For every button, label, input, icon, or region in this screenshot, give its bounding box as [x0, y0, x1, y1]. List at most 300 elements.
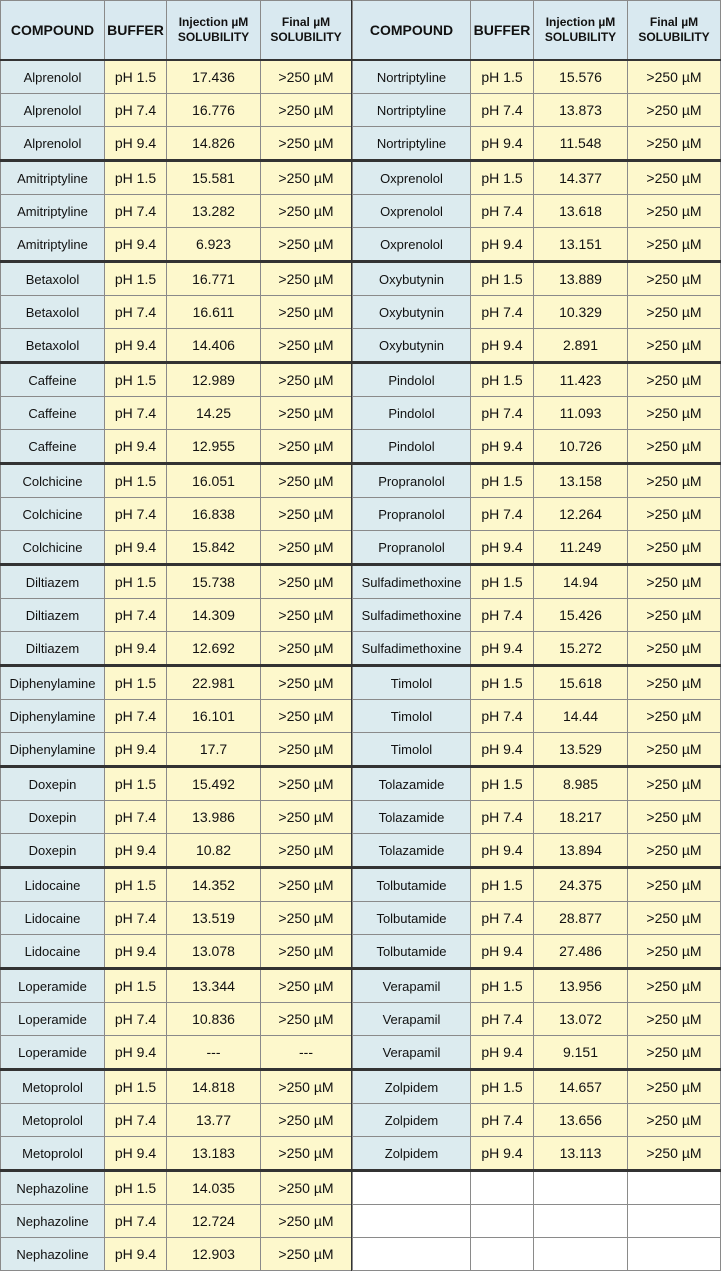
cell-buffer: pH 9.4 — [471, 632, 534, 666]
cell-final-solubility: >250 µM — [628, 767, 721, 801]
cell-buffer: pH 7.4 — [105, 195, 167, 228]
table-row — [353, 531, 721, 565]
cell-final-solubility: >250 µM — [628, 834, 721, 868]
cell-injection-solubility: 14.406 — [167, 329, 261, 363]
cell-compound: Betaxolol — [1, 329, 105, 363]
cell-final-solubility: >250 µM — [261, 531, 353, 565]
cell-buffer: pH 9.4 — [471, 733, 534, 767]
cell-final-solubility: >250 µM — [261, 1003, 353, 1036]
cell-buffer: pH 9.4 — [471, 531, 534, 565]
table-row — [353, 262, 721, 296]
table-row — [1, 262, 353, 296]
table-row — [1, 666, 353, 700]
cell-injection-solubility: 13.113 — [534, 1137, 628, 1171]
cell-injection-solubility: 14.818 — [167, 1070, 261, 1104]
cell-buffer: pH 9.4 — [105, 430, 167, 464]
table-row — [353, 1003, 721, 1036]
cell-compound: Oxprenolol — [353, 195, 471, 228]
cell-empty — [471, 1205, 534, 1238]
cell-final-solubility: >250 µM — [261, 1137, 353, 1171]
cell-final-solubility: >250 µM — [628, 161, 721, 195]
cell-compound: Diphenylamine — [1, 700, 105, 733]
table-row — [353, 599, 721, 632]
cell-injection-solubility: 15.618 — [534, 666, 628, 700]
cell-empty — [534, 1205, 628, 1238]
table-row — [353, 565, 721, 599]
cell-injection-solubility: 13.072 — [534, 1003, 628, 1036]
cell-buffer: pH 9.4 — [105, 329, 167, 363]
cell-injection-solubility: 16.051 — [167, 464, 261, 498]
cell-final-solubility: >250 µM — [628, 228, 721, 262]
cell-buffer: pH 7.4 — [471, 498, 534, 531]
table-row — [1, 1205, 353, 1238]
cell-compound: Caffeine — [1, 363, 105, 397]
cell-compound: Caffeine — [1, 430, 105, 464]
cell-final-solubility: >250 µM — [628, 700, 721, 733]
cell-injection-solubility: 13.183 — [167, 1137, 261, 1171]
cell-final-solubility: >250 µM — [628, 127, 721, 161]
cell-buffer: pH 7.4 — [471, 1104, 534, 1137]
cell-buffer: pH 7.4 — [105, 902, 167, 935]
table-row — [1, 228, 353, 262]
header-injection-line1: Injection µM — [545, 15, 616, 29]
table-row — [353, 60, 721, 94]
cell-compound: Amitriptyline — [1, 161, 105, 195]
cell-injection-solubility: 27.486 — [534, 935, 628, 969]
cell-injection-solubility: 16.611 — [167, 296, 261, 329]
header-buffer: BUFFER — [471, 1, 534, 61]
cell-compound: Alprenolol — [1, 94, 105, 127]
table-row — [1, 329, 353, 363]
table-row — [1, 1003, 353, 1036]
header-final-line2: SOLUBILITY — [270, 30, 342, 44]
table-row — [1, 464, 353, 498]
cell-final-solubility: --- — [261, 1036, 353, 1070]
cell-buffer: pH 1.5 — [471, 60, 534, 94]
cell-compound: Zolpidem — [353, 1137, 471, 1171]
table-row — [353, 195, 721, 228]
cell-final-solubility: >250 µM — [261, 228, 353, 262]
cell-buffer: pH 7.4 — [471, 195, 534, 228]
cell-injection-solubility: 13.344 — [167, 969, 261, 1003]
cell-buffer: pH 9.4 — [105, 733, 167, 767]
cell-final-solubility: >250 µM — [261, 498, 353, 531]
cell-injection-solubility: 13.889 — [534, 262, 628, 296]
cell-compound: Nephazoline — [1, 1205, 105, 1238]
cell-final-solubility: >250 µM — [628, 531, 721, 565]
cell-buffer: pH 9.4 — [471, 127, 534, 161]
cell-injection-solubility: 15.738 — [167, 565, 261, 599]
cell-injection-solubility: 15.842 — [167, 531, 261, 565]
cell-injection-solubility: 6.923 — [167, 228, 261, 262]
table-row — [353, 733, 721, 767]
cell-buffer: pH 9.4 — [471, 1036, 534, 1070]
cell-buffer: pH 9.4 — [105, 228, 167, 262]
cell-final-solubility: >250 µM — [261, 94, 353, 127]
cell-compound: Pindolol — [353, 363, 471, 397]
cell-empty — [471, 1238, 534, 1271]
cell-buffer: pH 1.5 — [105, 1070, 167, 1104]
cell-final-solubility: >250 µM — [628, 1036, 721, 1070]
cell-buffer: pH 1.5 — [471, 767, 534, 801]
cell-buffer: pH 7.4 — [471, 599, 534, 632]
cell-compound: Propranolol — [353, 464, 471, 498]
table-row — [353, 1137, 721, 1171]
table-row — [353, 1238, 721, 1271]
table-row — [353, 902, 721, 935]
cell-compound: Nephazoline — [1, 1171, 105, 1205]
header-injection-solubility — [534, 1, 628, 61]
cell-final-solubility: >250 µM — [261, 599, 353, 632]
cell-injection-solubility: 13.894 — [534, 834, 628, 868]
cell-buffer: pH 9.4 — [471, 430, 534, 464]
cell-empty — [628, 1205, 721, 1238]
cell-final-solubility: >250 µM — [261, 195, 353, 228]
cell-final-solubility: >250 µM — [628, 1003, 721, 1036]
cell-compound: Doxepin — [1, 801, 105, 834]
cell-buffer: pH 7.4 — [471, 94, 534, 127]
cell-final-solubility: >250 µM — [261, 902, 353, 935]
cell-buffer: pH 1.5 — [105, 161, 167, 195]
cell-final-solubility: >250 µM — [628, 565, 721, 599]
cell-buffer: pH 1.5 — [105, 464, 167, 498]
cell-final-solubility: >250 µM — [261, 464, 353, 498]
cell-injection-solubility: 12.724 — [167, 1205, 261, 1238]
cell-injection-solubility: 2.891 — [534, 329, 628, 363]
cell-buffer: pH 7.4 — [105, 397, 167, 430]
cell-final-solubility: >250 µM — [628, 632, 721, 666]
table-row — [353, 363, 721, 397]
cell-compound: Alprenolol — [1, 127, 105, 161]
cell-buffer: pH 9.4 — [105, 127, 167, 161]
table-row — [353, 228, 721, 262]
cell-compound: Doxepin — [1, 767, 105, 801]
header-compound: COMPOUND — [1, 1, 105, 61]
cell-injection-solubility: 10.82 — [167, 834, 261, 868]
cell-final-solubility: >250 µM — [628, 935, 721, 969]
cell-injection-solubility: 13.656 — [534, 1104, 628, 1137]
table-row — [353, 935, 721, 969]
cell-injection-solubility: 8.985 — [534, 767, 628, 801]
cell-buffer: pH 1.5 — [105, 767, 167, 801]
header-injection-line2: SOLUBILITY — [177, 30, 250, 44]
cell-injection-solubility: 18.217 — [534, 801, 628, 834]
cell-buffer: pH 9.4 — [471, 834, 534, 868]
table-row — [1, 599, 353, 632]
table-row — [1, 1070, 353, 1104]
cell-final-solubility: >250 µM — [261, 834, 353, 868]
cell-injection-solubility: 12.989 — [167, 363, 261, 397]
table-row — [353, 430, 721, 464]
cell-injection-solubility: 13.529 — [534, 733, 628, 767]
cell-compound: Betaxolol — [1, 262, 105, 296]
cell-injection-solubility: 11.423 — [534, 363, 628, 397]
cell-buffer: pH 9.4 — [105, 1137, 167, 1171]
cell-buffer: pH 7.4 — [105, 1003, 167, 1036]
cell-compound: Propranolol — [353, 531, 471, 565]
cell-compound: Lidocaine — [1, 868, 105, 902]
cell-injection-solubility: 13.873 — [534, 94, 628, 127]
table-row — [353, 464, 721, 498]
cell-injection-solubility: 15.576 — [534, 60, 628, 94]
cell-compound: Nephazoline — [1, 1238, 105, 1271]
cell-final-solubility: >250 µM — [628, 296, 721, 329]
cell-compound: Diltiazem — [1, 599, 105, 632]
table-row — [353, 767, 721, 801]
cell-compound: Colchicine — [1, 531, 105, 565]
table-row — [1, 430, 353, 464]
cell-compound: Diltiazem — [1, 632, 105, 666]
cell-buffer: pH 1.5 — [471, 1070, 534, 1104]
header-final-line1: Final µM — [281, 15, 331, 29]
cell-injection-solubility: 14.94 — [534, 565, 628, 599]
cell-compound: Zolpidem — [353, 1104, 471, 1137]
header-final-line2: SOLUBILITY — [638, 30, 710, 44]
cell-injection-solubility: 12.264 — [534, 498, 628, 531]
cell-compound: Sulfadimethoxine — [353, 565, 471, 599]
cell-injection-solubility: 14.44 — [534, 700, 628, 733]
cell-compound: Metoprolol — [1, 1104, 105, 1137]
cell-final-solubility: >250 µM — [628, 430, 721, 464]
solubility-table-right — [352, 0, 721, 1271]
table-row — [353, 296, 721, 329]
cell-injection-solubility: 17.7 — [167, 733, 261, 767]
cell-injection-solubility: 14.035 — [167, 1171, 261, 1205]
cell-buffer: pH 1.5 — [471, 868, 534, 902]
cell-final-solubility: >250 µM — [261, 60, 353, 94]
cell-final-solubility: >250 µM — [261, 329, 353, 363]
cell-buffer: pH 1.5 — [471, 565, 534, 599]
cell-compound: Verapamil — [353, 969, 471, 1003]
cell-final-solubility: >250 µM — [628, 599, 721, 632]
cell-injection-solubility: 16.771 — [167, 262, 261, 296]
cell-compound: Tolazamide — [353, 801, 471, 834]
cell-buffer: pH 1.5 — [105, 1171, 167, 1205]
cell-buffer: pH 7.4 — [471, 700, 534, 733]
cell-compound: Diphenylamine — [1, 733, 105, 767]
solubility-table-left — [0, 0, 354, 1271]
cell-compound: Tolazamide — [353, 767, 471, 801]
cell-buffer: pH 9.4 — [105, 531, 167, 565]
table-row — [1, 161, 353, 195]
cell-compound: Tolbutamide — [353, 902, 471, 935]
cell-injection-solubility: 13.77 — [167, 1104, 261, 1137]
cell-compound: Loperamide — [1, 1036, 105, 1070]
cell-compound: Colchicine — [1, 498, 105, 531]
cell-final-solubility: >250 µM — [261, 801, 353, 834]
cell-buffer: pH 9.4 — [471, 329, 534, 363]
header-injection-solubility — [167, 1, 261, 61]
table-row — [353, 969, 721, 1003]
cell-empty — [353, 1205, 471, 1238]
cell-buffer: pH 9.4 — [105, 935, 167, 969]
cell-buffer: pH 7.4 — [105, 1104, 167, 1137]
table-row — [1, 935, 353, 969]
cell-compound: Propranolol — [353, 498, 471, 531]
cell-compound: Loperamide — [1, 969, 105, 1003]
cell-injection-solubility: 15.492 — [167, 767, 261, 801]
cell-buffer: pH 9.4 — [105, 1036, 167, 1070]
cell-compound: Oxybutynin — [353, 296, 471, 329]
table-row — [353, 868, 721, 902]
cell-final-solubility: >250 µM — [261, 868, 353, 902]
cell-final-solubility: >250 µM — [628, 262, 721, 296]
table-row — [1, 127, 353, 161]
table-row — [1, 1171, 353, 1205]
table-row — [353, 94, 721, 127]
cell-buffer: pH 1.5 — [471, 464, 534, 498]
table-row — [1, 700, 353, 733]
table-row — [1, 868, 353, 902]
cell-final-solubility: >250 µM — [261, 397, 353, 430]
cell-final-solubility: >250 µM — [628, 363, 721, 397]
cell-buffer: pH 7.4 — [105, 1205, 167, 1238]
table-row — [353, 632, 721, 666]
cell-injection-solubility: 11.249 — [534, 531, 628, 565]
cell-final-solubility: >250 µM — [261, 1238, 353, 1271]
cell-compound: Oxprenolol — [353, 161, 471, 195]
cell-compound: Loperamide — [1, 1003, 105, 1036]
header-final-solubility — [261, 1, 353, 61]
table-row — [1, 296, 353, 329]
cell-compound: Timolol — [353, 666, 471, 700]
cell-final-solubility: >250 µM — [628, 1070, 721, 1104]
cell-final-solubility: >250 µM — [261, 935, 353, 969]
cell-compound: Caffeine — [1, 397, 105, 430]
table-row — [353, 127, 721, 161]
cell-final-solubility: >250 µM — [628, 94, 721, 127]
cell-buffer: pH 1.5 — [105, 565, 167, 599]
cell-final-solubility: >250 µM — [261, 733, 353, 767]
cell-injection-solubility: 13.956 — [534, 969, 628, 1003]
cell-compound: Tolbutamide — [353, 935, 471, 969]
cell-injection-solubility: 10.726 — [534, 430, 628, 464]
cell-injection-solubility: 12.903 — [167, 1238, 261, 1271]
header-compound: COMPOUND — [353, 1, 471, 61]
cell-final-solubility: >250 µM — [628, 397, 721, 430]
cell-injection-solubility: 13.618 — [534, 195, 628, 228]
header-buffer: BUFFER — [105, 1, 167, 61]
cell-injection-solubility: 14.377 — [534, 161, 628, 195]
cell-injection-solubility: 12.955 — [167, 430, 261, 464]
header-row — [353, 1, 721, 61]
cell-final-solubility: >250 µM — [261, 363, 353, 397]
cell-buffer: pH 1.5 — [471, 161, 534, 195]
table-body-left — [1, 60, 353, 1271]
table-row — [1, 363, 353, 397]
cell-final-solubility: >250 µM — [261, 1104, 353, 1137]
table-row — [1, 834, 353, 868]
cell-final-solubility: >250 µM — [261, 666, 353, 700]
cell-injection-solubility: 13.519 — [167, 902, 261, 935]
cell-injection-solubility: --- — [167, 1036, 261, 1070]
cell-compound: Oxprenolol — [353, 228, 471, 262]
cell-compound: Metoprolol — [1, 1070, 105, 1104]
cell-compound: Oxybutynin — [353, 329, 471, 363]
cell-injection-solubility: 15.272 — [534, 632, 628, 666]
cell-buffer: pH 7.4 — [105, 498, 167, 531]
cell-buffer: pH 9.4 — [105, 632, 167, 666]
cell-injection-solubility: 13.158 — [534, 464, 628, 498]
cell-final-solubility: >250 µM — [261, 1070, 353, 1104]
cell-final-solubility: >250 µM — [261, 565, 353, 599]
cell-buffer: pH 1.5 — [471, 969, 534, 1003]
cell-compound: Diltiazem — [1, 565, 105, 599]
cell-final-solubility: >250 µM — [628, 195, 721, 228]
cell-injection-solubility: 16.776 — [167, 94, 261, 127]
table-row — [353, 700, 721, 733]
table-body-right — [353, 60, 721, 1271]
cell-compound: Oxybutynin — [353, 262, 471, 296]
cell-compound: Timolol — [353, 733, 471, 767]
cell-final-solubility: >250 µM — [628, 464, 721, 498]
cell-injection-solubility: 16.101 — [167, 700, 261, 733]
cell-compound: Amitriptyline — [1, 228, 105, 262]
cell-injection-solubility: 11.548 — [534, 127, 628, 161]
header-final-solubility — [628, 1, 721, 61]
cell-buffer: pH 1.5 — [105, 60, 167, 94]
cell-buffer: pH 7.4 — [105, 700, 167, 733]
cell-buffer: pH 1.5 — [105, 666, 167, 700]
cell-empty — [628, 1171, 721, 1205]
cell-injection-solubility: 17.436 — [167, 60, 261, 94]
table-row — [1, 195, 353, 228]
cell-final-solubility: >250 µM — [261, 262, 353, 296]
cell-final-solubility: >250 µM — [628, 1137, 721, 1171]
table-row — [1, 632, 353, 666]
table-row — [1, 94, 353, 127]
cell-buffer: pH 7.4 — [105, 599, 167, 632]
cell-compound: Nortriptyline — [353, 60, 471, 94]
table-row — [1, 767, 353, 801]
cell-compound: Metoprolol — [1, 1137, 105, 1171]
table-row — [1, 1238, 353, 1271]
cell-injection-solubility: 13.986 — [167, 801, 261, 834]
table-row — [1, 565, 353, 599]
cell-empty — [471, 1171, 534, 1205]
cell-buffer: pH 9.4 — [105, 1238, 167, 1271]
cell-final-solubility: >250 µM — [261, 127, 353, 161]
cell-final-solubility: >250 µM — [261, 1171, 353, 1205]
table-row — [353, 161, 721, 195]
table-row — [353, 329, 721, 363]
cell-injection-solubility: 15.426 — [534, 599, 628, 632]
cell-injection-solubility: 15.581 — [167, 161, 261, 195]
table-row — [1, 397, 353, 430]
cell-final-solubility: >250 µM — [261, 767, 353, 801]
cell-buffer: pH 1.5 — [105, 868, 167, 902]
table-row — [353, 834, 721, 868]
cell-final-solubility: >250 µM — [261, 430, 353, 464]
cell-compound: Tolbutamide — [353, 868, 471, 902]
cell-buffer: pH 7.4 — [105, 94, 167, 127]
table-row — [1, 1036, 353, 1070]
cell-compound: Pindolol — [353, 397, 471, 430]
cell-final-solubility: >250 µM — [628, 801, 721, 834]
cell-compound: Alprenolol — [1, 60, 105, 94]
cell-injection-solubility: 13.282 — [167, 195, 261, 228]
cell-final-solubility: >250 µM — [261, 296, 353, 329]
table-row — [1, 531, 353, 565]
cell-buffer: pH 7.4 — [105, 296, 167, 329]
cell-compound: Diphenylamine — [1, 666, 105, 700]
cell-final-solubility: >250 µM — [628, 329, 721, 363]
cell-empty — [534, 1238, 628, 1271]
header-final-line1: Final µM — [649, 15, 699, 29]
cell-buffer: pH 9.4 — [471, 1137, 534, 1171]
cell-final-solubility: >250 µM — [261, 161, 353, 195]
cell-empty — [628, 1238, 721, 1271]
